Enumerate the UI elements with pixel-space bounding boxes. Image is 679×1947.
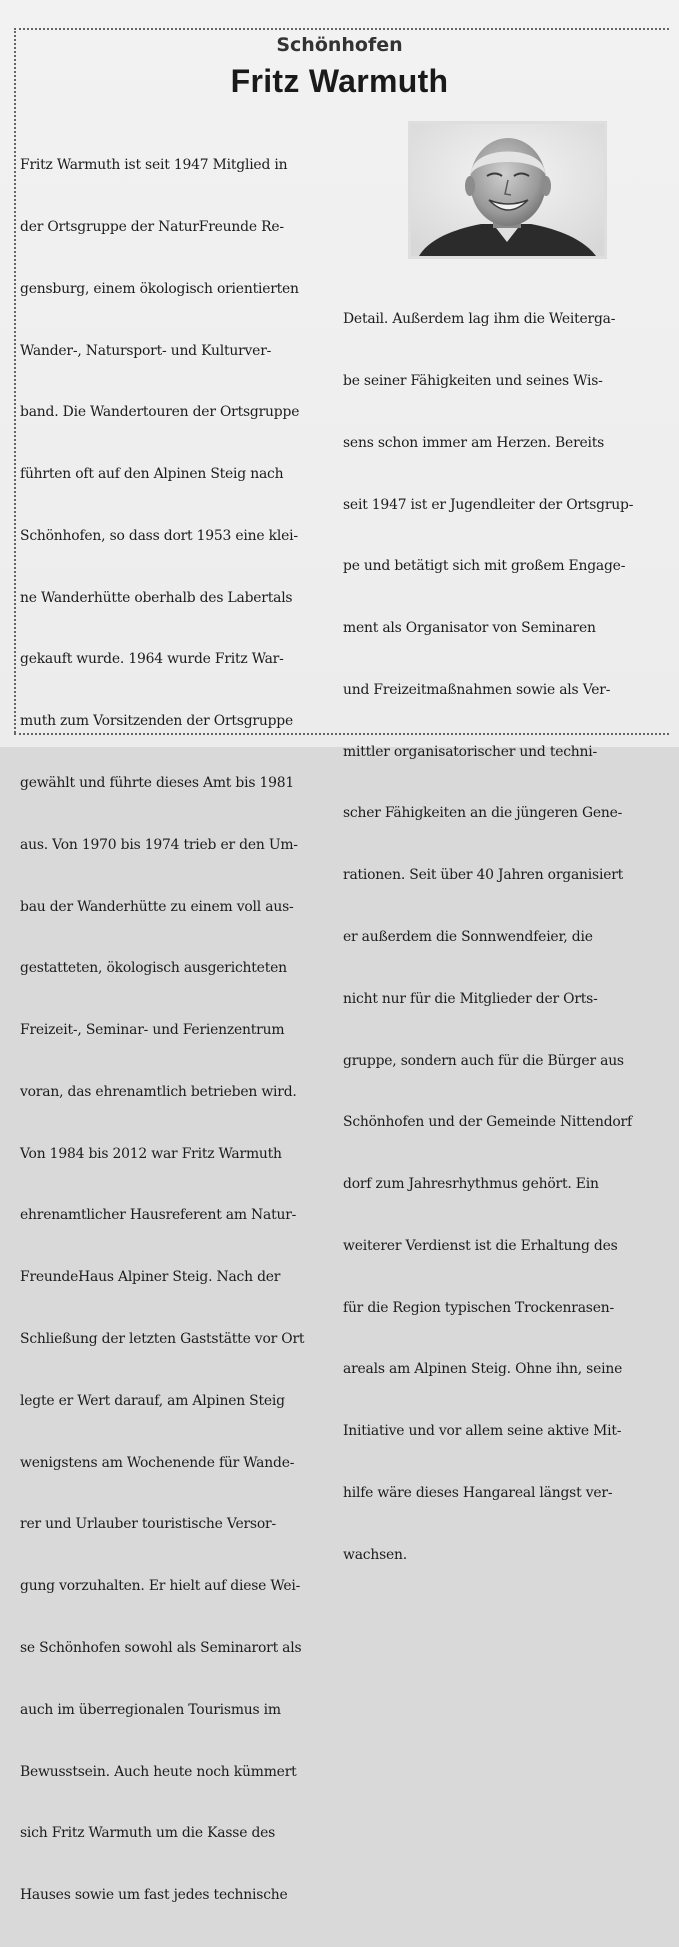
text-line: Hauses sowie um fast jedes technische <box>20 1887 288 1904</box>
text-line: Wander-, Natursport- und Kulturver- <box>20 342 272 359</box>
text-line: pe und betätigt sich mit großem Engage- <box>343 558 626 575</box>
text-line: rer und Urlauber touristische Versor- <box>20 1516 276 1533</box>
text-line: wenigstens am Wochenende für Wande- <box>20 1454 295 1471</box>
text-line: hilfe wäre dieses Hangareal längst ver- <box>343 1485 613 1502</box>
text-line: muth zum Vorsitzenden der Ortsgruppe <box>20 713 293 730</box>
text-line: und Freizeitmaßnahmen sowie als Ver- <box>343 681 611 698</box>
text-line: voran, das ehrenamtlich betrieben wird. <box>20 1083 297 1100</box>
text-line: gestatteten, ökologisch ausgerichteten <box>20 960 287 977</box>
text-line: gewählt und führte dieses Amt bis 1981 <box>20 775 295 791</box>
text-line: wachsen. <box>343 1546 408 1563</box>
left-dotted-rule <box>14 28 16 733</box>
text-line: Bewusstsein. Auch heute noch kümmert <box>20 1763 297 1780</box>
text-line: weiterer Verdienst ist die Erhaltung des <box>343 1237 618 1254</box>
text-line: ment als Organisator von Seminaren <box>343 620 596 637</box>
text-line: für die Region typischen Trockenrasen- <box>343 1299 614 1316</box>
text-line: sich Fritz Warmuth um die Kasse des <box>20 1825 276 1842</box>
text-line: Fritz Warmuth ist seit 1947 Mitglied in <box>20 157 288 174</box>
text-line: gruppe, sondern auch für die Bürger aus <box>343 1052 624 1069</box>
text-line: se Schönhofen sowohl als Seminarort als <box>20 1639 302 1656</box>
text-line: der Ortsgruppe der NaturFreunde Re- <box>20 218 284 235</box>
text-line: gensburg, einem ökologisch orientierten <box>20 280 299 297</box>
text-line: gung vorzuhalten. Er hielt auf diese Wei- <box>20 1578 301 1595</box>
right-text-column <box>343 268 661 1607</box>
article-kicker: Schönhofen <box>276 34 403 56</box>
text-line: mittler organisatorischer und techni- <box>343 743 598 760</box>
text-line: Detail. Außerdem lag ihm die Weitergа- <box>343 311 616 328</box>
text-line: dorf zum Jahresrhythmus gehört. Ein <box>343 1176 599 1193</box>
text-line: nicht nur für die Mitglieder der Orts- <box>343 990 598 1007</box>
portrait-illustration <box>411 124 604 256</box>
text-line: Freizeit-, Seminar- und Ferienzentrum <box>20 1022 285 1039</box>
left-text-column <box>20 114 332 1947</box>
text-line: legte er Wert darauf, am Alpinen Steig <box>20 1392 285 1409</box>
text-line: Initiative und vor allem seine aktive Mit- <box>343 1423 622 1440</box>
text-line: er außerdem die Sonnwendfeier, die <box>343 929 593 945</box>
text-line: Schönhofen und der Gemeinde Nittendorf <box>343 1114 632 1131</box>
text-line: bau der Wanderhütte zu einem voll aus- <box>20 898 294 915</box>
text-line: areals am Alpinen Steig. Ohne ihn, seine <box>343 1361 623 1378</box>
text-line: aus. Von 1970 bis 1974 trieb er den Um- <box>20 836 298 853</box>
text-line: band. Die Wandertouren der Ortsgruppe <box>20 404 300 421</box>
text-line: scher Fähigkeiten an die jüngeren Gene- <box>343 805 623 822</box>
text-line: ehrenamtlicher Hausreferent am Natur- <box>20 1207 297 1224</box>
text-line: auch im überregionalen Tourismus im <box>20 1701 281 1718</box>
article-headline: Fritz Warmuth <box>230 63 449 99</box>
text-line: Schönhofen, so dass dort 1953 eine klei- <box>20 527 298 544</box>
top-dotted-rule <box>14 28 669 30</box>
portrait-photo <box>408 121 607 259</box>
text-line: gekauft wurde. 1964 wurde Fritz War- <box>20 651 284 668</box>
text-line: FreundeHaus Alpiner Steig. Nach der <box>20 1269 281 1286</box>
text-line: Schließung der letzten Gaststätte vor Ort <box>20 1331 305 1348</box>
text-line: Von 1984 bis 2012 war Fritz Warmuth <box>20 1145 282 1162</box>
text-line: seit 1947 ist er Jugendleiter der Ortsgrup- <box>343 496 634 513</box>
text-line: sens schon immer am Herzen. Bereits <box>343 434 605 451</box>
text-line: rationen. Seit über 40 Jahren organisiert <box>343 867 624 884</box>
text-line: ne Wanderhütte oberhalb des Labertals <box>20 589 293 606</box>
text-line: führten oft auf den Alpinen Steig nach <box>20 466 284 483</box>
text-line: be seiner Fähigkeiten und seines Wis- <box>343 372 603 389</box>
